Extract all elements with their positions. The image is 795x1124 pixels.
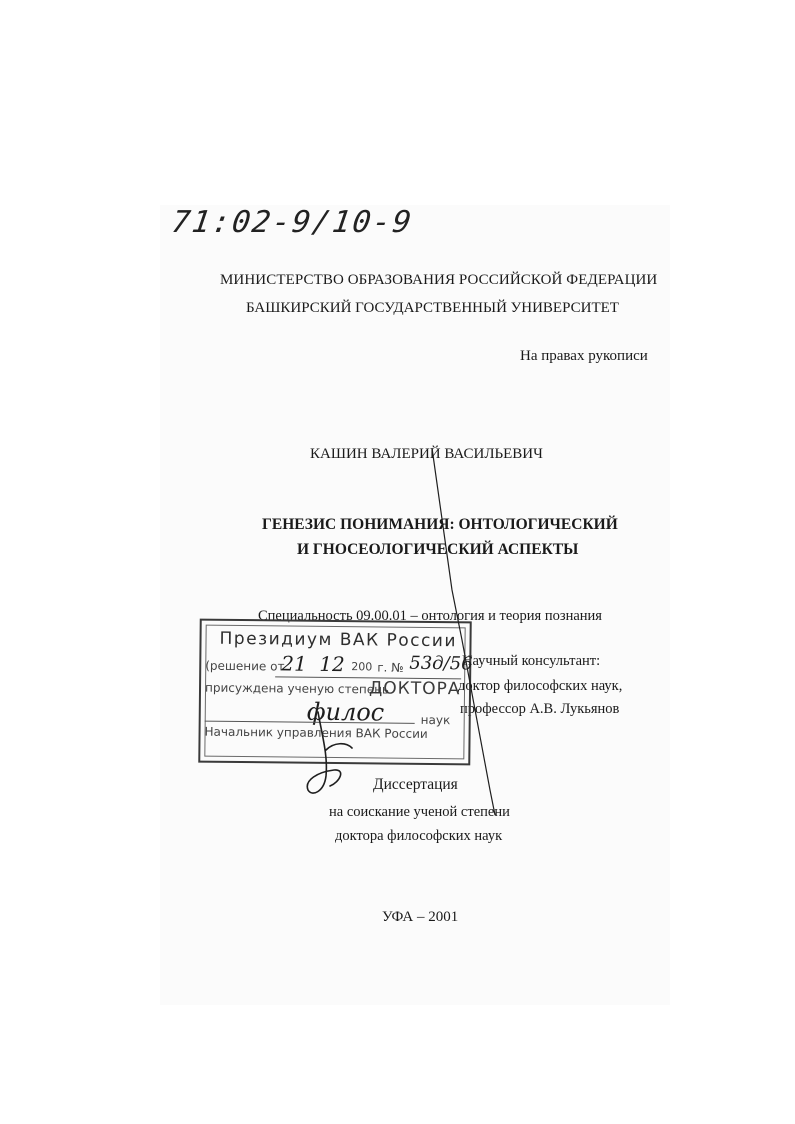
scan-background [160,205,670,1005]
dissertation-degree: доктора философских наук [335,828,503,844]
stamp-decision-month: 12 [319,651,345,677]
stamp-chief: Начальник управления ВАК России [204,724,428,741]
author-name: КАШИН ВАЛЕРИЙ ВАСИЛЬЕВИЧ [310,446,543,462]
consultant-label: Научный консультант: [462,653,601,669]
stamp-field-handwritten: филос [306,697,385,727]
stamp-decision-number: 53д/56 [409,652,473,675]
city-year: УФА – 2001 [382,909,459,925]
stamp-field-suffix: наук [420,712,451,728]
stamp-decision-prefix: (решение от [205,658,285,674]
stamp-decision-number-prefix: г. № [377,660,404,675]
dissertation-label: Диссертация [373,776,458,793]
vak-stamp [198,619,471,766]
consultant-name: профессор А.В. Лукьянов [460,701,620,717]
consultant-degree: доктор философских наук, [458,678,623,694]
university-heading: БАШКИРСКИЙ ГОСУДАРСТВЕННЫЙ УНИВЕРСИТЕТ [246,300,619,316]
archive-number: 71:02-9/10-9 [169,205,416,240]
dissertation-purpose: на соискание ученой степени [329,804,510,820]
specialty: Специальность 09.00.01 – онтология и теория познания [258,608,602,624]
stamp-decision-day: 21 [281,651,307,676]
ministry-heading: МИНИСТЕРСТВО ОБРАЗОВАНИЯ РОССИЙСКОЙ ФЕДЕРАЦИИ [220,272,658,288]
stamp-decision-year: 200 [351,660,373,674]
stamp-title: Президиум ВАК России [219,628,458,652]
title-line-2: И ГНОСЕОЛОГИЧЕСКИЙ АСПЕКТЫ [297,541,579,558]
title-line-1: ГЕНЕЗИС ПОНИМАНИЯ: ОНТОЛОГИЧЕСКИЙ [262,516,618,533]
manuscript-note: На правах рукописи [520,348,648,364]
stamp-awarded-degree: ДОКТОРА [368,678,461,700]
stamp-awarded-prefix: присуждена ученую степень [204,680,390,697]
